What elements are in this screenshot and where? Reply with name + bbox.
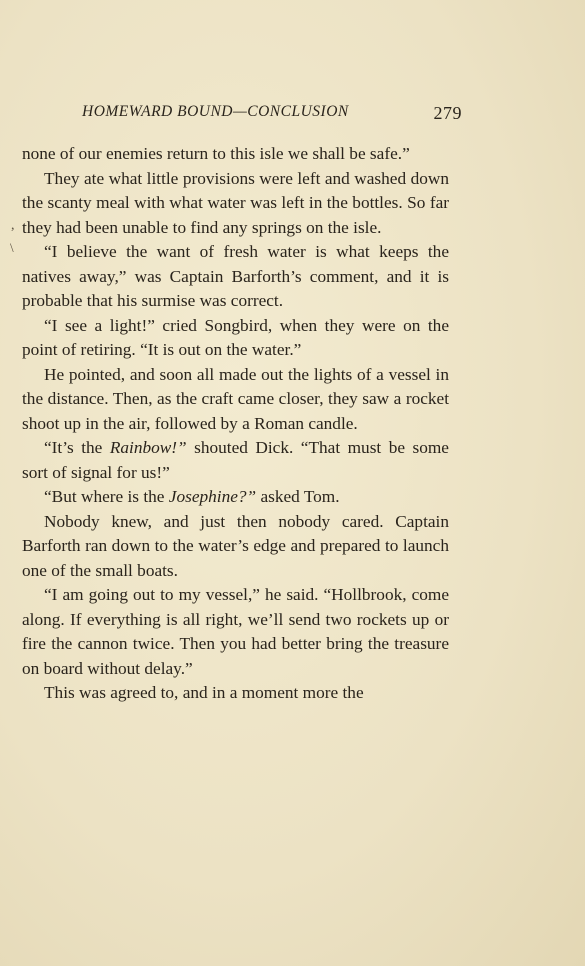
running-title: HOMEWARD BOUND—CONCLUSION [82,103,349,120]
text-run: They ate what little provisions were left and washed down the scanty meal with what water was left in the bottles. So far they had been unable to find any springs on the isle. [22,168,449,237]
text-run: “It’s the [44,438,110,457]
text-run: This was agreed to, and in a moment more the [44,683,364,702]
text-run: “But where is the [44,487,169,506]
paragraph [22,240,449,314]
margin-mark: , [11,218,15,233]
body-text [22,142,449,706]
margin-mark: \ [10,240,14,255]
paragraph [22,583,449,681]
italic-text-run: Rainbow!” [109,438,187,457]
paragraph [22,436,449,485]
paragraph [22,142,449,167]
text-run: “I am going out to my vessel,” he said. “Hollbrook, come along. If everything is all right, we’ll send two rockets up or fire the cannon twice. Then you had better bring the treasure on board without delay.” [22,585,449,678]
text-run: “I see a light!” cried Songbird, when they were on the point of retiring. “It is out on the water.” [22,315,449,359]
paragraph [22,167,449,241]
text-run: shouted Dick. “That must be some sort of signal for us!” [22,438,449,482]
paragraph [22,681,449,706]
page-number: 279 [433,103,462,123]
text-run: “I believe the want of fresh water is what keeps the natives away,” was Captain Barforth’s comment, and it is probable that his surmise was correct. [22,242,449,310]
paragraph [22,363,449,437]
paragraph [22,485,449,510]
page-header [70,103,462,127]
text-run: Nobody knew, and just then nobody cared. Captain Barforth ran down to the water’s edge and prepared to launch one of the small boats. [22,511,449,580]
text-run: He pointed, and soon all made out the lights of a vessel in the distance. Then, as the craft came closer, they saw a rocket shoot up in the air, followed by a Roman candle. [22,364,449,433]
paragraph [22,510,449,584]
text-run: asked Tom. [256,487,340,506]
italic-text-run: Josephine?” [168,487,257,506]
text-run: none of our enemies return to this isle we shall be safe.” [22,144,410,163]
paragraph [22,314,449,363]
